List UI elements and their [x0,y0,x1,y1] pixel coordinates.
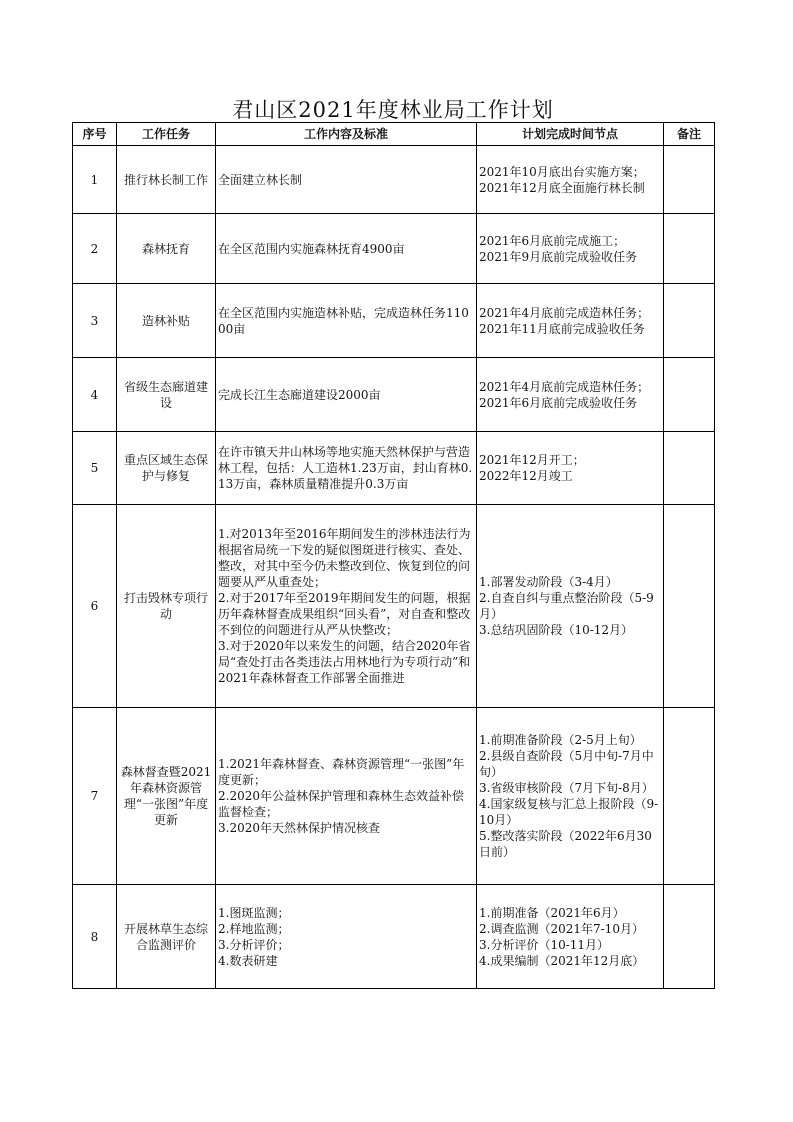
row-content [216,885,477,989]
header-row [73,123,715,146]
content-line: 全面建立林长制 [218,172,303,187]
content-line: 在全区范围内实施森林抚育4900亩 [218,241,405,256]
row-schedule [477,146,664,214]
row-task: 造林补贴 [117,284,216,358]
row-task: 森林抚育 [117,214,216,284]
schedule-line: 2021年9月底前完成验收任务 [479,249,638,264]
schedule-line: 2021年10月底出台实施方案； [479,164,645,179]
schedule-line: 2021年4月底前完成造林任务； [479,305,650,320]
row-no: 2 [73,214,117,284]
row-schedule [477,505,664,708]
content-line: 在全区范围内实施造林补贴，完成造林任务11000亩 [218,305,469,336]
row-schedule [477,214,664,284]
schedule-line: 3.总结巩固阶段（10-12月） [479,623,634,637]
row-content [216,505,477,708]
schedule-line: 2022年12月竣工 [479,469,573,483]
row-schedule [477,284,664,358]
row-content [216,146,477,214]
table-row [73,505,715,708]
schedule-line: 4.国家级复核与汇总上报阶段（9-10月） [479,797,659,827]
row-task: 开展林草生态综合监测评价 [117,885,216,989]
header-note: 备注 [664,123,715,146]
schedule-line: 3.分析评价（10-11月） [479,937,610,952]
row-note [664,284,715,358]
schedule-line: 1.前期准备（2021年6月） [479,905,625,920]
row-note [664,708,715,885]
table-row [73,708,715,885]
row-content [216,432,477,505]
table-row [73,885,715,989]
table-row [73,432,715,505]
schedule-line: 2.调查监测（2021年7-10月） [479,921,644,936]
content-line: 3.分析评价； [218,937,290,952]
content-line: 1.图斑监测； [218,905,290,920]
content-line: 完成长江生态廊道建设2000亩 [218,387,381,402]
table-row [73,214,715,284]
schedule-line: 2021年6月底前完成施工； [479,233,626,248]
row-note [664,432,715,505]
schedule-line: 1.部署发动阶段（3-4月） [479,575,618,589]
content-line: 3.2020年天然林保护情况核查 [218,821,380,835]
row-task: 打击毁林专项行动 [117,505,216,708]
schedule-line: 2021年12月底全面施行林长制 [479,180,645,195]
content-line: 1.对2013年至2016年期间发生的涉林违法行为根据省局统一下发的疑似图斑进行核实、查处、整改，对其中至今仍未整改到位、恢复到位的问题要从严从重查处； [218,527,471,589]
schedule-line: 2021年12月开工； [479,453,585,467]
row-no: 3 [73,284,117,358]
row-task: 重点区域生态保护与修复 [117,432,216,505]
header-content: 工作内容及标准 [216,123,477,146]
row-note [664,146,715,214]
content-line: 1.2021年森林督查、森林资源管理“一张图”年度更新； [218,757,465,787]
schedule-line: 2.县级自查阶段（5月中旬-7月中旬） [479,749,654,779]
table-row [73,284,715,358]
row-note [664,505,715,708]
header-task: 工作任务 [117,123,216,146]
row-content [216,284,477,358]
table-row [73,146,715,214]
schedule-line: 3.省级审核阶段（7月下旬-8月） [479,781,654,795]
row-no: 7 [73,708,117,885]
schedule-line: 5.整改落实阶段（2022年6月30日前） [479,829,652,859]
content-line: 在许市镇天井山林场等地实施天然林保护与营造林工程，包括：人工造林1.23万亩，封山育林0.13万亩，森林质量精准提升0.3万亩 [218,445,473,491]
schedule-line: 4.成果编制（2021年12月底） [479,953,645,968]
schedule-line: 2021年6月底前完成验收任务 [479,395,638,410]
work-plan-table [72,122,715,989]
schedule-line: 2021年11月底前完成验收任务 [479,321,645,336]
row-task: 推行林长制工作 [117,146,216,214]
row-schedule [477,432,664,505]
row-no: 5 [73,432,117,505]
row-schedule [477,708,664,885]
header-schedule: 计划完成时间节点 [477,123,664,146]
row-no: 6 [73,505,117,708]
content-line: 3.对于2020年以来发生的问题，结合2020年省局“查处打击各类违法占用林地行为专项行动”和2021年森林督查工作部署全面推进 [218,639,471,685]
row-schedule [477,358,664,432]
row-task: 森林督查暨2021年森林资源管理“一张图”年度更新 [117,708,216,885]
schedule-line: 2021年4月底前完成造林任务； [479,379,650,394]
row-no: 1 [73,146,117,214]
row-schedule [477,885,664,989]
schedule-line: 1.前期准备阶段（2-5月上旬） [479,733,642,747]
row-note [664,885,715,989]
header-no: 序号 [73,123,117,146]
row-note [664,358,715,432]
row-task: 省级生态廊道建设 [117,358,216,432]
row-content [216,708,477,885]
content-line: 2.2020年公益林保护管理和森林生态效益补偿监督检查； [218,789,464,819]
row-content [216,358,477,432]
row-no: 8 [73,885,117,989]
content-line: 2.样地监测； [218,921,290,936]
document-title: 君山区2021年度林业局工作计划 [232,98,554,122]
row-no: 4 [73,358,117,432]
schedule-line: 2.自查自纠与重点整治阶段（5-9月） [479,591,654,621]
row-note [664,214,715,284]
row-content [216,214,477,284]
table-row [73,358,715,432]
content-line: 2.对于2017年至2019年期间发生的问题，根据历年森林督查成果组织“回头看”，对自查和整改不到位的问题进行从严从快整改； [218,591,471,637]
content-line: 4.数表研建 [218,953,278,968]
